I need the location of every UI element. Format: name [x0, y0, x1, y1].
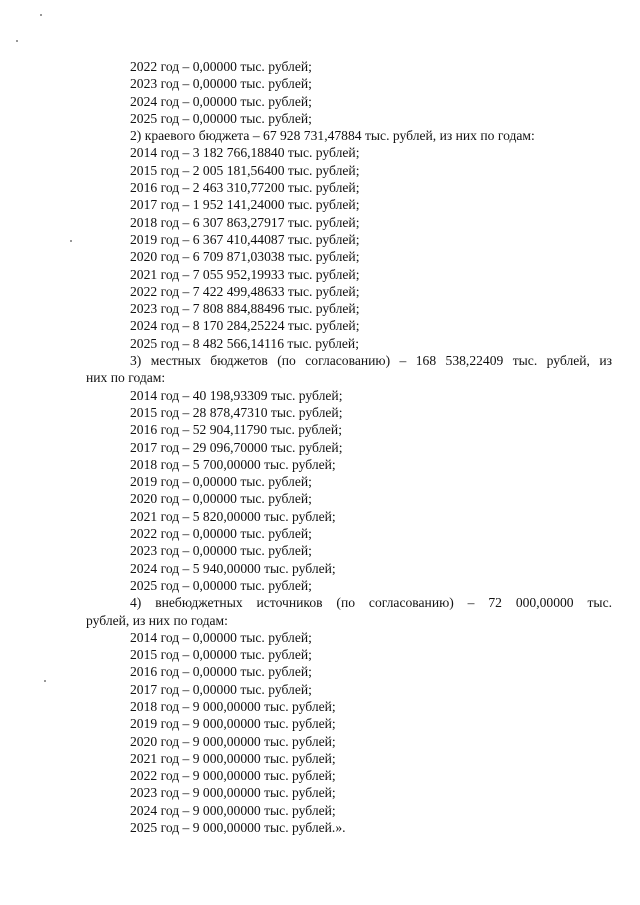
local-year-line: 2021 год – 5 820,00000 тыс. рублей;: [130, 508, 336, 524]
extrabudget-year-line: 2025 год – 9 000,00000 тыс. рублей.».: [130, 820, 346, 836]
regional-year-line: 2022 год – 7 422 499,48633 тыс. рублей;: [130, 283, 360, 299]
local-year-line: 2016 год – 52 904,11790 тыс. рублей;: [130, 422, 342, 438]
funding-year-line: 2025 год – 0,00000 тыс. рублей;: [130, 110, 312, 126]
funding-year-line: 2023 год – 0,00000 тыс. рублей;: [130, 76, 312, 92]
regional-year-line: 2017 год – 1 952 141,24000 тыс. рублей;: [130, 197, 360, 213]
regional-year-line: 2024 год – 8 170 284,25224 тыс. рублей;: [130, 318, 360, 334]
local-year-line: 2025 год – 0,00000 тыс. рублей;: [130, 577, 312, 593]
regional-year-line: 2014 год – 3 182 766,18840 тыс. рублей;: [130, 145, 360, 161]
regional-year-line: 2020 год – 6 709 871,03038 тыс. рублей;: [130, 249, 360, 265]
local-year-line: 2020 год – 0,00000 тыс. рублей;: [130, 491, 312, 507]
regional-year-line: 2025 год – 8 482 566,14116 тыс. рублей;: [130, 335, 359, 351]
local-year-line: 2017 год – 29 096,70000 тыс. рублей;: [130, 439, 343, 455]
extrabudget-year-line: 2014 год – 0,00000 тыс. рублей;: [130, 629, 312, 645]
extrabudget-year-line: 2024 год – 9 000,00000 тыс. рублей;: [130, 802, 336, 818]
extrabudget-year-line: 2016 год – 0,00000 тыс. рублей;: [130, 664, 312, 680]
funding-year-line: 2024 год – 0,00000 тыс. рублей;: [130, 93, 312, 109]
extrabudget-year-line: 2015 год – 0,00000 тыс. рублей;: [130, 647, 312, 663]
regional-year-line: 2016 год – 2 463 310,77200 тыс. рублей;: [130, 180, 360, 196]
local-year-line: 2023 год – 0,00000 тыс. рублей;: [130, 543, 312, 559]
funding-year-line: 2022 год – 0,00000 тыс. рублей;: [130, 59, 312, 74]
local-year-line: 2018 год – 5 700,00000 тыс. рублей;: [130, 456, 336, 472]
local-year-line: 2014 год – 40 198,93309 тыс. рублей;: [130, 387, 343, 403]
regional-year-line: 2019 год – 6 367 410,44087 тыс. рублей;: [130, 231, 360, 247]
extrabudget-year-line: 2018 год – 9 000,00000 тыс. рублей;: [130, 698, 336, 714]
scan-speck: [70, 240, 72, 242]
extrabudget-year-line: 2017 год – 0,00000 тыс. рублей;: [130, 681, 312, 697]
extrabudget-heading-cont: рублей, из них по годам:: [86, 612, 228, 628]
local-year-line: 2022 год – 0,00000 тыс. рублей;: [130, 526, 312, 542]
local-year-line: 2019 год – 0,00000 тыс. рублей;: [130, 474, 312, 490]
regional-budget-heading: 2) краевого бюджета – 67 928 731,47884 тыс. рублей, из них по годам:: [130, 128, 535, 144]
extrabudget-year-line: 2023 год – 9 000,00000 тыс. рублей;: [130, 785, 336, 801]
local-budget-heading-cont: них по годам:: [86, 370, 166, 386]
document-body: [86, 58, 612, 836]
scan-speck: [44, 680, 46, 682]
scan-speck: [16, 40, 18, 42]
regional-year-line: 2023 год – 7 808 884,88496 тыс. рублей;: [130, 301, 360, 317]
regional-year-line: 2018 год – 6 307 863,27917 тыс. рублей;: [130, 214, 360, 230]
extrabudget-year-line: 2022 год – 9 000,00000 тыс. рублей;: [130, 768, 336, 784]
extrabudget-year-line: 2019 год – 9 000,00000 тыс. рублей;: [130, 716, 336, 732]
regional-year-line: 2021 год – 7 055 952,19933 тыс. рублей;: [130, 266, 360, 282]
local-year-line: 2024 год – 5 940,00000 тыс. рублей;: [130, 560, 336, 576]
scan-speck: [40, 14, 42, 16]
local-budget-heading: 3) местных бюджетов (по согласованию) – 168 538,22409 тыс. рублей, из: [130, 353, 612, 369]
extrabudget-year-line: 2020 год – 9 000,00000 тыс. рублей;: [130, 733, 336, 749]
local-year-line: 2015 год – 28 878,47310 тыс. рублей;: [130, 404, 343, 420]
regional-year-line: 2015 год – 2 005 181,56400 тыс. рублей;: [130, 162, 360, 178]
extrabudget-heading: 4) внебюджетных источников (по согласованию) – 72 000,00000 тыс.: [130, 595, 612, 611]
extrabudget-year-line: 2021 год – 9 000,00000 тыс. рублей;: [130, 750, 336, 766]
